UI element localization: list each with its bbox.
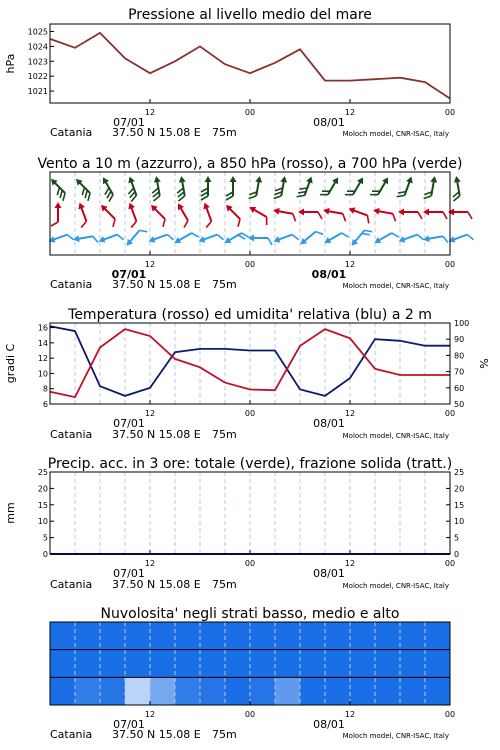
time-tick-label: 12 [144,108,156,117]
y-axis-label: gradi C [4,343,17,384]
y-tick-label: 100 [454,319,470,328]
wind-barb [447,230,473,248]
wind-barb [173,228,199,249]
wind-barb [272,230,298,248]
pressure-line [50,33,450,99]
wind-barb [449,176,464,201]
wind-barb [323,228,349,249]
wind-barb [51,202,62,226]
y-tick-label: 10 [37,369,48,379]
plot-frame [50,323,450,404]
wind-barb [123,175,141,201]
y-tick-label: 15 [37,500,48,510]
cloud-cell [275,650,301,678]
date-label: 07/01 [111,268,147,281]
y-axis-label: mm [4,502,17,524]
time-tick-label: 12 [144,409,156,418]
cloud-cell [325,650,351,678]
model-credit: Moloch model, CNR-ISAC, Italy [342,732,449,740]
date-label: 08/01 [313,718,345,731]
wind-barb [349,225,372,250]
station-coords: 37.50 N 15.08 E [112,278,201,291]
station-elevation: 75m [212,278,237,291]
y-tick-label: 20 [454,484,465,494]
cloud-cell [75,677,101,705]
station-elevation: 75m [212,578,237,591]
plot-frame [50,24,450,103]
cloud-cell [100,650,126,678]
y-tick-label: 0 [42,550,48,559]
date-label: 08/01 [313,417,345,430]
wind-barb [124,225,147,250]
wind-barb [197,230,223,248]
wind-barb [423,209,447,220]
cloud-cell [150,677,176,705]
cloud-cell [425,677,451,705]
chart-title: Precip. acc. in 3 ore: totale (verde), frazione solida (tratt.) [47,456,453,472]
chart-title: Nuvolosita' negli strati basso, medio e alto [100,606,400,622]
cloud-cell [100,677,126,705]
station-name: Catania [50,728,93,741]
cloud-cell [250,677,276,705]
cloud-cell [200,677,226,705]
y-tick-label: 1021 [27,87,48,97]
time-tick-label: 00 [444,108,456,117]
y-tick-label: 15 [454,500,465,510]
time-tick-label: 00 [244,559,256,568]
date-label: 08/01 [311,268,347,281]
y-tick-label: 1024 [27,42,48,52]
y-tick-label: 10 [37,517,48,527]
station-elevation: 75m [212,728,237,741]
cloud-cell [275,622,301,650]
time-tick-label: 12 [344,409,356,418]
date-label: 08/01 [313,116,345,129]
model-credit: Moloch model, CNR-ISAC, Italy [342,130,449,138]
cloud-cell [425,622,451,650]
y-tick-label: 70 [454,367,465,377]
cloud-cell [175,622,201,650]
time-tick-label: 12 [144,710,156,719]
wind-barb [320,174,341,200]
time-tick-label: 00 [244,108,256,117]
time-tick-label: 12 [344,108,356,117]
time-tick-label: 00 [244,710,256,719]
station-name: Catania [50,578,93,591]
y-tick-label: 14 [37,338,48,348]
cloud-cell [50,650,76,678]
wind-barb [274,175,289,200]
wind-barb [73,232,98,247]
cloud-cell [225,650,251,678]
wind-barb [448,209,472,220]
y-tick-label: 20 [37,484,48,494]
station-coords: 37.50 N 15.08 E [112,728,201,741]
cloud-cell [150,650,176,678]
y-tick-label: 8 [42,384,48,394]
model-credit: Moloch model, CNR-ISAC, Italy [342,582,449,590]
wind-barb [272,207,297,222]
station-elevation: 75m [212,428,237,441]
chart-title: Temperatura (rosso) ed umidita' relativa (blu) a 2 m [68,307,432,323]
cloud-cell [300,622,326,650]
time-tick-label: 12 [344,559,356,568]
date-label: 07/01 [113,116,145,129]
time-tick-label: 12 [144,559,156,568]
cloud-cell [50,677,76,705]
wind-barb [298,209,322,220]
cloud-cell [350,677,376,705]
y-tick-label: 1025 [27,27,48,37]
wind-barb [423,232,448,247]
cloud-cell [275,677,301,705]
wind-barb [249,175,264,200]
wind-barb [424,175,439,200]
y-axis-label: hPa [4,53,17,74]
cloud-cell [375,650,401,678]
cloud-cell [425,650,451,678]
y-tick-label: 16 [37,323,48,333]
y-tick-label: 5 [42,533,48,543]
cloud-cell [175,677,201,705]
y-tick-label: 25 [454,468,465,477]
wind-barb [398,209,422,220]
y-tick-label: 6 [42,400,48,409]
cloud-cell [250,622,276,650]
wind-barb [223,228,249,249]
model-credit: Moloch model, CNR-ISAC, Italy [342,282,449,290]
wind-barb [174,176,189,201]
wind-barb [322,207,347,222]
date-label: 07/01 [113,718,145,731]
cloud-cell [75,650,101,678]
wind-barb [370,174,391,200]
station-coords: 37.50 N 15.08 E [112,126,201,139]
station-coords: 37.50 N 15.08 E [112,578,201,591]
y-tick-label: 80 [454,351,465,361]
cloud-cell [125,677,151,705]
wind-barb [397,230,423,248]
time-tick-label: 12 [144,260,156,269]
cloud-cell [350,650,376,678]
y-tick-label: 5 [454,533,460,543]
wind-barb [298,226,323,249]
time-tick-label: 00 [444,559,456,568]
cloud-cell [400,677,426,705]
wind-barb [297,174,315,200]
wind-barb [149,176,164,201]
cloud-cell [400,650,426,678]
cloud-cell [325,677,351,705]
chart-title: Vento a 10 m (azzurro), a 850 hPa (rosso), a 700 hPa (verde) [37,156,463,172]
wind-barb [372,207,397,222]
cloud-cell [100,622,126,650]
wind-barb [198,201,216,227]
y-tick-label: 25 [37,468,48,477]
cloud-cell [225,622,251,650]
time-tick-label: 00 [444,409,456,418]
cloud-cell [350,622,376,650]
cloud-cell [200,622,226,650]
cloud-cell [300,650,326,678]
time-tick-label: 00 [244,260,256,269]
y-tick-label: 12 [37,354,48,364]
y-tick-label: 10 [454,517,465,527]
cloud-cell [250,650,276,678]
chart-title: Pressione al livello medio del mare [128,7,372,23]
y-tick-label: 1023 [27,57,48,67]
cloud-cell [400,622,426,650]
cloud-cell [175,650,201,678]
time-tick-label: 12 [344,260,356,269]
cloud-cell [125,622,151,650]
station-coords: 37.50 N 15.08 E [112,428,201,441]
date-label: 07/01 [113,567,145,580]
wind-barb [248,235,272,246]
cloud-cell [200,650,226,678]
y-tick-label: 60 [454,383,465,393]
wind-barb [345,174,366,200]
plot-frame [50,472,450,554]
time-tick-label: 00 [444,710,456,719]
wind-barb [201,176,212,200]
date-label: 08/01 [313,567,345,580]
wind-barb [47,230,73,248]
wind-barb [373,228,399,249]
cloud-cell [375,622,401,650]
station-name: Catania [50,428,93,441]
date-label: 07/01 [113,417,145,430]
wind-barb [123,201,141,227]
station-name: Catania [50,278,93,291]
cloud-cell [225,677,251,705]
cloud-cell [75,622,101,650]
y-tick-label: 50 [454,400,465,409]
y-tick-label: 1022 [27,72,48,82]
time-tick-label: 00 [244,409,256,418]
wind-barb [97,230,123,248]
cloud-cell [325,622,351,650]
cloud-cell [150,622,176,650]
y-tick-label: 90 [454,335,465,345]
cloud-cell [300,677,326,705]
y-tick-label: 0 [454,550,460,559]
y-axis-label: % [478,358,491,369]
station-elevation: 75m [212,126,237,139]
cloud-cell [125,650,151,678]
wind-barb [147,230,173,248]
time-tick-label: 00 [444,260,456,269]
wind-barb [226,176,237,200]
wind-barb [73,201,91,227]
wind-barb [397,174,415,200]
cloud-cell [375,677,401,705]
station-name: Catania [50,126,93,139]
model-credit: Moloch model, CNR-ISAC, Italy [342,432,449,440]
cloud-cell [50,622,76,650]
time-tick-label: 12 [344,710,356,719]
